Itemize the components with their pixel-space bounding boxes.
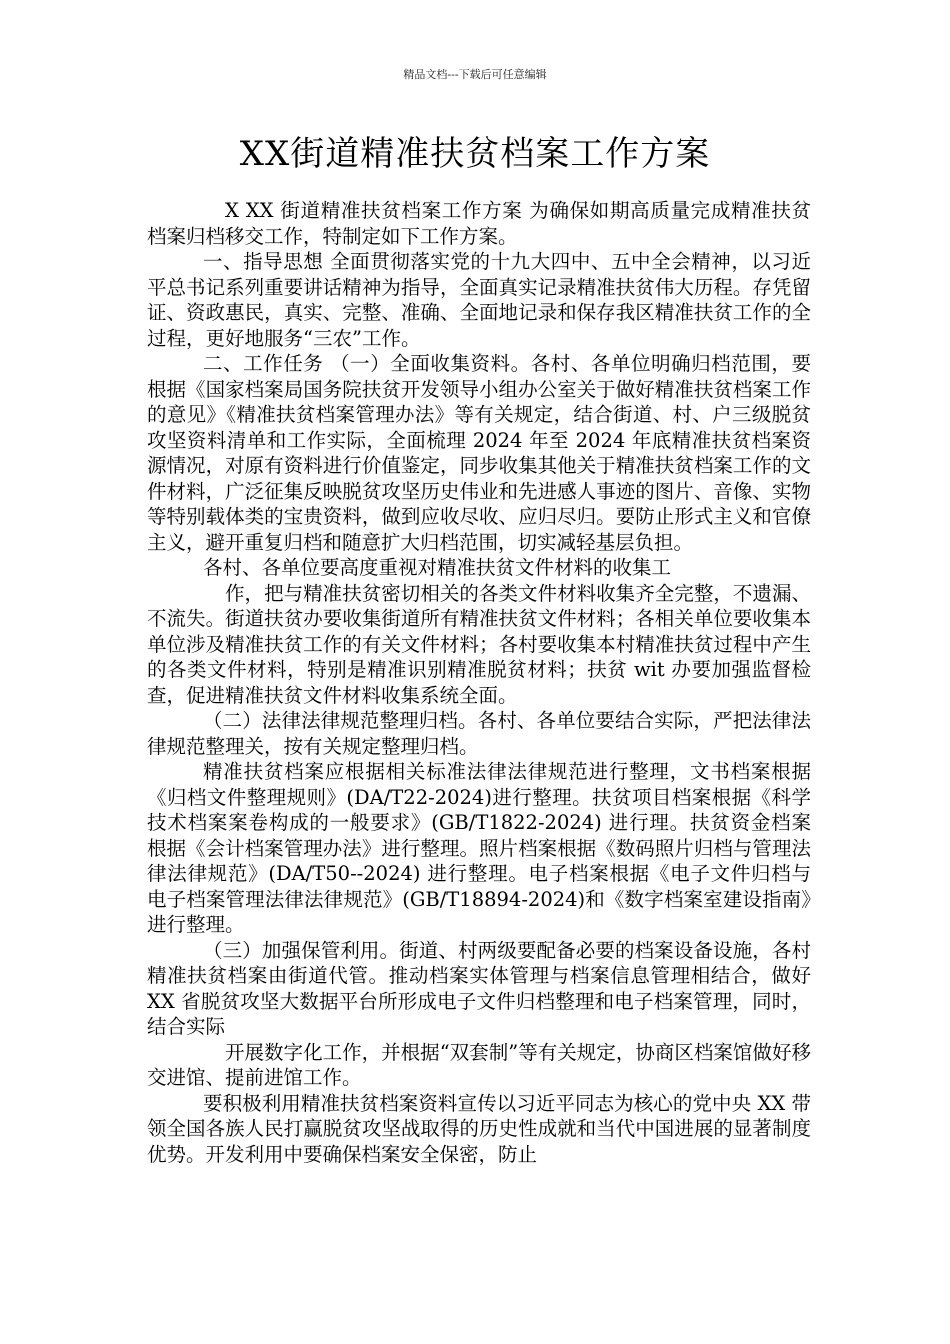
paragraph-utilization: 要积极利用精准扶贫档案资料宣传以习近平同志为核心的党中央 XX 带领全国各族人民打赢脱贫攻坚战取得的历史性成就和当代中国进展的显著制度优势。开发利用中要确保档案安全保密，防止: [147, 1091, 811, 1166]
paragraph-work-tasks: 二、工作任务 （一）全面收集资料。各村、各单位明确归档范围，要根据《国家档案局国务院扶贫开发领导小组办公室关于做好精准扶贫档案工作的意见》《精准扶贫档案管理办法》等有关规定，结合街道、村、户三级脱贫攻坚资料清单和工作实际，全面梳理 2024 年至 2024 年底精准扶贫档案资源情况，对原有资料进行价值鉴定，同步收集其他关于精准扶贫档案工作的文件材料，广泛征集反映脱贫攻坚历史伟业和先进感人事迹的图片、音像、实物等特别载体类的宝贵资料，做到应收尽收、应归尽归。要防止形式主义和官僚主义，避开重复归档和随意扩大归档范围，切实减轻基层负担。: [147, 352, 811, 554]
paragraph-guiding-ideology: 一、指导思想 全面贯彻落实党的十九大四中、五中全会精神，以习近平总书记系列重要讲话精神为指导，全面真实记录精准扶贫伟大历程。存凭留证、资政惠民，真实、完整、准确、全面地记录和保存我区精准扶贫工作的全过程，更好地服务“三农”工作。: [147, 250, 811, 350]
paragraph-storage-use: （三）加强保管利用。街道、村两级要配备必要的档案设备设施，各村精准扶贫档案由街道代管。推动档案实体管理与档案信息管理相结合，做好 XX 省脱贫攻坚大数据平台所形成电子文件归档整理和电子档案管理，同时，结合实际: [147, 938, 811, 1038]
paragraph-intro: X XX 街道精准扶贫档案工作方案 为确保如期高质量完成精准扶贫档案归档移交工作，特制定如下工作方案。: [147, 199, 811, 248]
header-note: 精品文档---下载后可任意编辑: [403, 68, 547, 81]
paragraph-standard-filing: （二）法律法律规范整理归档。各村、各单位要结合实际，严把法律法律规范整理关，按有关规定整理归档。: [147, 709, 811, 758]
document-body: [147, 198, 811, 1167]
paragraph-collection-detail: 作，把与精准扶贫密切相关的各类文件材料收集齐全完整，不遗漏、不流失。街道扶贫办要收集街道所有精准扶贫文件材料；各相关单位要收集本单位涉及精准扶贫工作的有关文件材料；各村要收集本村精准扶贫过程中产生的各类文件材料，特别是精准识别精准脱贫材料；扶贫 wit 办要加强监督检查，促进精准扶贫文件材料收集系统全面。: [147, 581, 811, 707]
paragraph-standards-list: 精准扶贫档案应根据相关标准法律法律规范进行整理，文书档案根据《归档文件整理规则》(DA/T22-2024)进行整理。扶贫项目档案根据《科学技术档案案卷构成的一般要求》(GB/T1822-2024) 进行理。扶贫资金档案根据《会计档案管理办法》进行整理。照片档案根据《数码照片归档与管理法律法律规范》(DA/T50--2024) 进行整理。电子档案根据《电子文件归档与电子档案管理法律法律规范》(GB/T18894-2024)和《数字档案室建设指南》进行整理。: [147, 760, 811, 936]
paragraph-digitization: 开展数字化工作，并根据“双套制”等有关规定，协商区档案馆做好移交进馆、提前进馆工作。: [147, 1040, 811, 1089]
document-title: XX街道精准扶贫档案工作方案: [239, 134, 711, 174]
paragraph-collection-emphasis: 各村、各单位要高度重视对精准扶贫文件材料的收集工: [203, 556, 672, 579]
